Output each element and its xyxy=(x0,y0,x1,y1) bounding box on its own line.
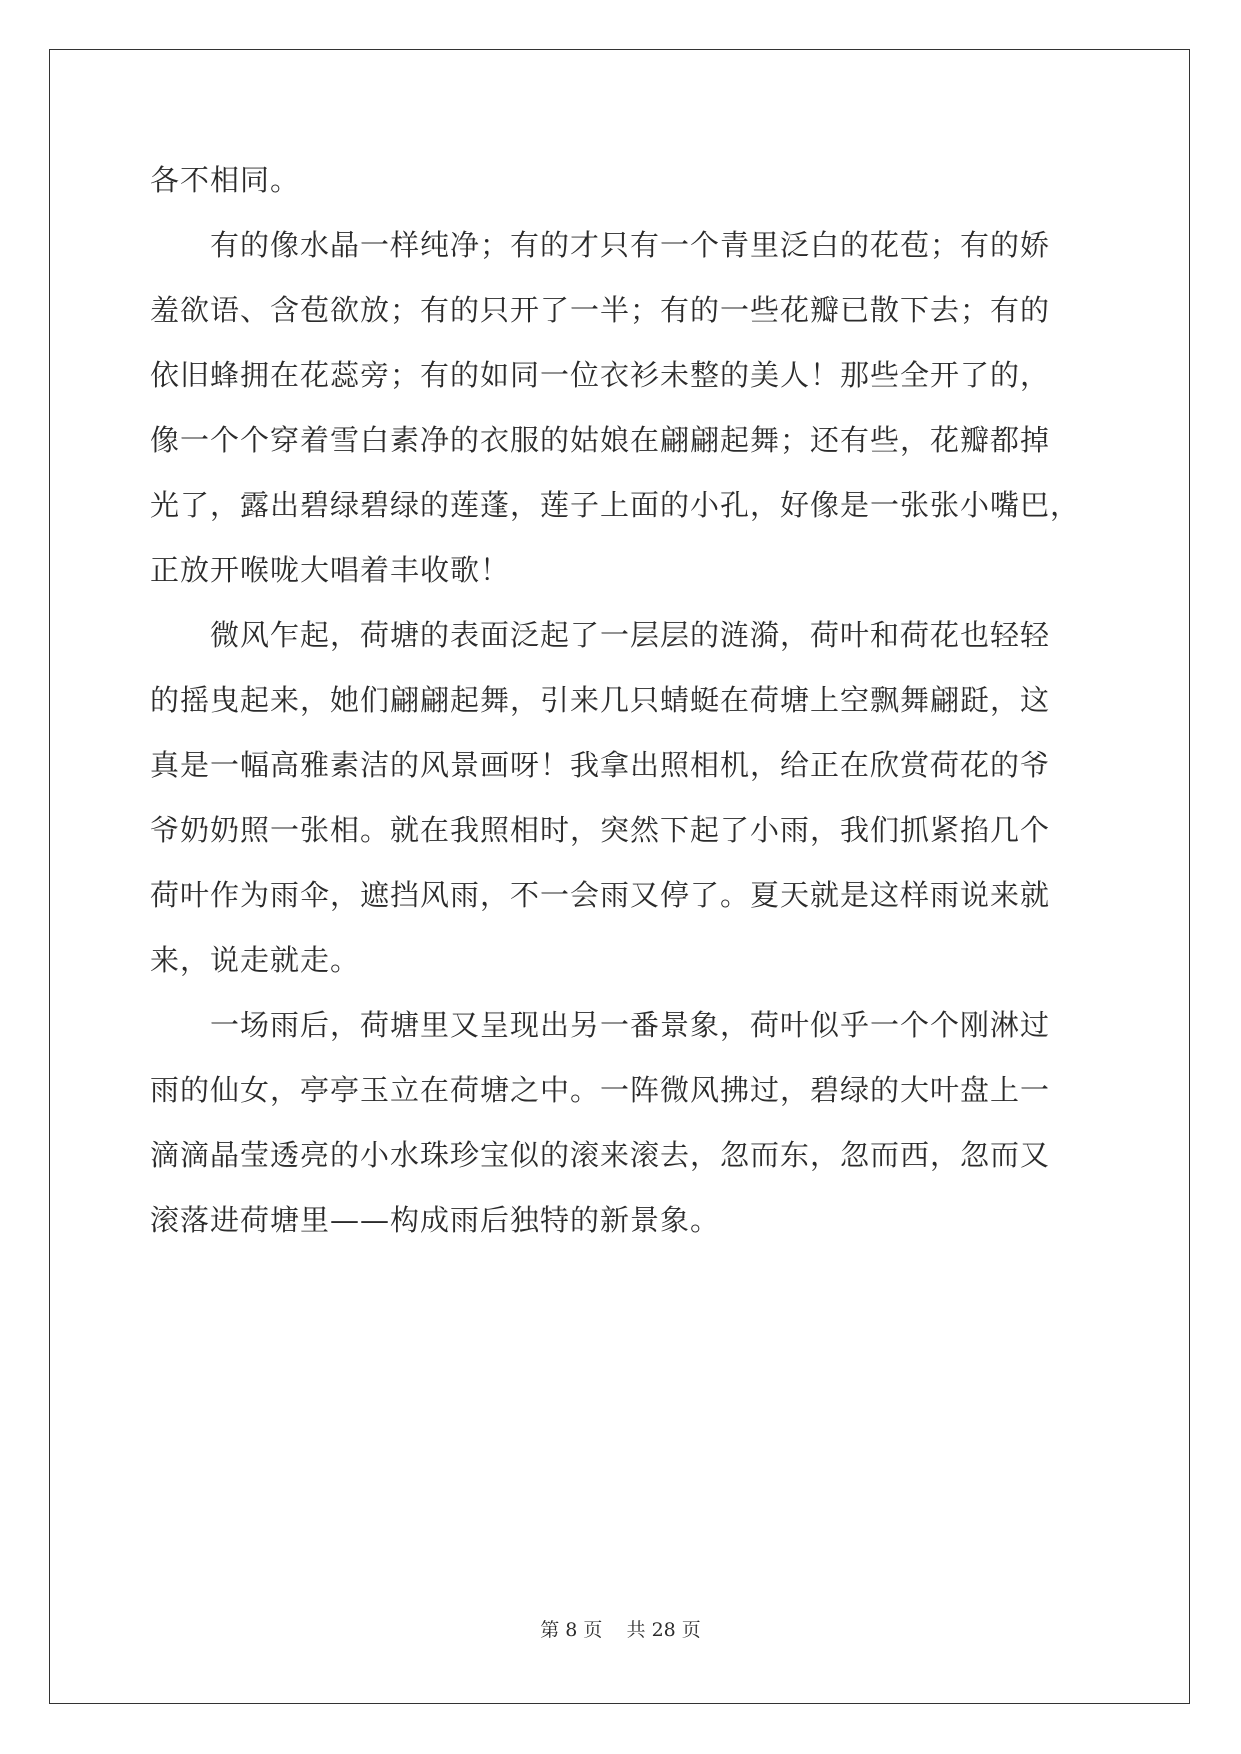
page-number-footer: 第 8 页 共 28 页 xyxy=(540,1619,701,1641)
text-line: 一场雨后，荷塘里又呈现出另一番景象，荷叶似乎一个个刚淋过 xyxy=(150,1008,1051,1042)
text-line: 依旧蜂拥在花蕊旁；有的如同一位衣衫未整的美人！那些全开了的， xyxy=(150,358,1051,392)
text-line: 来，说走就走。 xyxy=(150,943,361,977)
text-line: 有的像水晶一样纯净；有的才只有一个青里泛白的花苞；有的娇 xyxy=(150,228,1051,262)
text-line: 真是一幅高雅素洁的风景画呀！我拿出照相机，给正在欣赏荷花的爷 xyxy=(150,748,1051,782)
text-line: 羞欲语、含苞欲放；有的只开了一半；有的一些花瓣已散下去；有的 xyxy=(150,293,1051,327)
text-line: 像一个个穿着雪白素净的衣服的姑娘在翩翩起舞；还有些，花瓣都掉 xyxy=(150,423,1051,457)
text-line: 光了，露出碧绿碧绿的莲蓬，莲子上面的小孔，好像是一张张小嘴巴， xyxy=(150,488,1081,522)
text-line: 各不相同。 xyxy=(150,163,301,197)
text-line: 爷奶奶照一张相。就在我照相时，突然下起了小雨，我们抓紧掐几个 xyxy=(150,813,1051,847)
text-line: 的摇曳起来，她们翩翩起舞，引来几只蜻蜓在荷塘上空飘舞翩跹，这 xyxy=(150,683,1051,717)
text-line: 正放开喉咙大唱着丰收歌！ xyxy=(150,553,511,587)
text-line: 滴滴晶莹透亮的小水珠珍宝似的滚来滚去，忽而东，忽而西，忽而又 xyxy=(150,1138,1051,1172)
text-line: 微风乍起，荷塘的表面泛起了一层层的涟漪，荷叶和荷花也轻轻 xyxy=(150,618,1051,652)
text-line: 滚落进荷塘里——构成雨后独特的新景象。 xyxy=(150,1203,721,1237)
text-line: 荷叶作为雨伞，遮挡风雨，不一会雨又停了。夏天就是这样雨说来就 xyxy=(150,878,1051,912)
text-line: 雨的仙女，亭亭玉立在荷塘之中。一阵微风拂过，碧绿的大叶盘上一 xyxy=(150,1073,1051,1107)
